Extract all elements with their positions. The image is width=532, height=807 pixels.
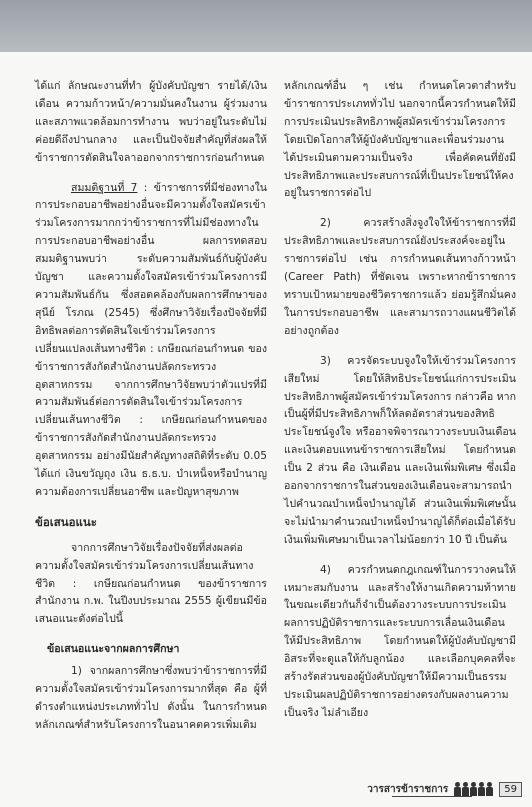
person-icon: [486, 782, 493, 796]
hypothesis-text: : ข้าราชการที่มีช่องทางในการประกอบอาชีพอย่างอื่นจะมีความตั้งใจสมัครเข้าร่วมโครงการมากกว่าข้าราชการที่ไม่มีช่องทางในการประกอบอาชีพอย่างอื่น ผลการทดสอบสมมติฐานพบว่า ระดับความสัมพันธ์กับผู้บังคับบัญชา และความตั้งใจสมัครเข้าร่วมโครงการมีความสัมพันธ์กัน ซึ่งสอดคล้องกับผลการศึกษาของ สุนีย์ โรภณ (2545) ซึ่งศึกษาวิจัยเรื่องปัจจัยที่มีอิทธิพลต่อการตัดสินใจเข้าร่วมโครงการเปลี่ยนแปลงเส้นทางชีวิต : เกษียณก่อนกำหนด ของข้าราชการสังกัดสำนักงานปลัดกระทรวงอุตสาหกรรม จากการศึกษาวิจัยพบว่าตัวแปรที่มีความสัมพันธ์ต่อการตัดสินใจเข้าร่วมโครงการเปลี่ยนเส้นทางชีวิต : เกษียณก่อนกำหนดของข้าราชการสังกัดสำนักงานปลัดกระทรวงอุตสาหกรรม อย่างมีนัยสำคัญทางสถิติที่ระดับ 0.05 ได้แก่ เงินขวัญถุง เงิน ธ.ธ.บ. บำเหน็จหรือบำนาญ ความต้องการเปลี่ยนอาชีพ และปัญหาสุขภาพ: [35, 181, 267, 498]
person-icon: [478, 782, 485, 796]
person-icon: [470, 782, 477, 796]
page-number: 59: [499, 782, 522, 797]
recommendation-item-3: 3) ควรจัดระบบจูงใจให้เข้าร่วมโครงการเสียใหม่ โดยให้สิทธิประโยชน์แก่การประเมินประสิทธิภาพผู้สมัครเข้าร่วมโครงการ กล่าวคือ หากเป็นผู้ที่มีประสิทธิภาพก็ให้ลดอัตราส่วนของสิทธิประโยชน์จูงใจ หรืออาจพิจารณาวางระบบเงินเดือนและเงินตอบแทนข้าราชการเสียใหม่ โดยกำหนดเป็น 2 ส่วน คือ เงินเดือน และเงินเพิ่มพิเศษ ซึ่งเมื่อออกจากราชการในส่วนของเงินเดือนจะสามารถนำไปคำนวณบำเหน็จบำนาญได้ ส่วนเงินเพิ่มพิเศษนั้นจะไม่นำมาคำนวณบำเหน็จบำนาญได้ก็ต่อเมื่อได้รับเงินเพิ่มพิเศษมาเป็นเวลาไม่น้อยกว่า 10 ปี เป็นต้น: [284, 354, 516, 546]
people-icon: [454, 782, 493, 796]
recommendation-item-4: 4) ควรกำหนดกฎเกณฑ์ในการวางคนให้เหมาะสมกับงาน และสร้างให้งานเกิดความท้าทาย ในขณะเดียวกันก็จำเป็นต้องวางระบบการประเมินผลการปฏิบัติราชการและระบบการเลื่อนเงินเดือนให้มีประสิทธิภาพ โดยกำหนดให้ผู้บังคับบัญชามีอิสระที่จะดูแลให้กับลูกน้อง และเลือกบุคคลที่จะสร้างรัตส่วนของผู้บังคับบัญชาให้มีความเป็นธรรม ประเมินผลปฏิบัติราชการอย่างตรงกับผลงานความเป็นจริง ไม่ลำเอียง: [284, 563, 516, 719]
header-band: [0, 0, 532, 52]
hypothesis-paragraph: [35, 180, 267, 502]
paragraph: หลักเกณฑ์อื่น ๆ เช่น กำหนดโควตาสำหรับข้าราชการประเภททั่วไป นอกจากนี้ควรกำหนดให้มีการประเมินประสิทธิภาพผู้สมัครเข้าร่วมโครงการ โดยเปิดโอกาสให้ผู้บังคับบัญชาและเพื่อนร่วมงานได้ประเมินตามความเป็นจริง เพื่อคัดคนที่ยังมีประสิทธิภาพและประสบการณ์ที่เป็นประโยชน์ให้คงอยู่ในราชการต่อไป: [284, 80, 516, 200]
hypothesis-label: สมมติฐานที่ 7: [71, 181, 138, 194]
section-intro: จากการศึกษาวิจัยเรื่องปัจจัยที่ส่งผลต่อความตั้งใจสมัครเข้าร่วมโครงการเปลี่ยนเส้นทางชีวิต : เกษียณก่อนกำหนด ของข้าราชการสำนักงาน ก.พ. ในปีงบประมาณ 2555 ผู้เขียนมีข้อเสนอแนะดังต่อไปนี้: [35, 541, 267, 626]
page-footer: [367, 779, 522, 799]
journal-name: วารสารข้าราชการ: [367, 783, 449, 795]
recommendation-item-1: 1) จากผลการศึกษาซึ่งพบว่าข้าราชการที่มีความตั้งใจสมัครเข้าร่วมโครงการมากที่สุด คือ ผู้ที่ดำรงตำแหน่งประเภททั่วไป ดังนั้น ในการกำหนดหลักเกณฑ์สำหรับโครงการในอนาคตควรเพิ่มเติม: [35, 665, 267, 731]
paragraph: ได้แก่ ลักษณะงานที่ทำ ผู้บังคับบัญชา รายได้/เงินเดือน ความก้าวหน้า/ความมั่นคงในงาน ผู้ร่วมงาน และสภาพแวดล้อมการทำงาน พบว่าอยู่ในระดับไม่ค่อยดีถึงปานกลาง และเป็นปัจจัยสำคัญที่ส่งผลให้ข้าราชการตัดสินใจลาออกจากราชการก่อนกำหนด: [35, 80, 267, 164]
right-column: [284, 78, 516, 735]
section-title: ข้อเสนอแนะ: [35, 514, 97, 529]
left-column: [35, 78, 267, 747]
recommendation-item-2: 2) ควรสร้างสิ่งจูงใจให้ข้าราชการที่มีประสิทธิภาพและประสบการณ์ยังประสงค์จะอยู่ในราชการต่อไป เช่น การกำหนดเส้นทางก้าวหน้า (Career Path) ที่ชัดเจน เพราะหากข้าราชการทราบเป้าหมายของชีวิตราชการแล้ว ย่อมรู้สึกมั่นคงในการประกอบอาชีพ และสามารถวางแผนชีวิตได้อย่างถูกต้อง: [284, 217, 516, 337]
subsection-title: ข้อเสนอแนะจากผลการศึกษา: [47, 643, 180, 656]
person-icon: [454, 782, 461, 796]
person-icon: [462, 782, 469, 796]
